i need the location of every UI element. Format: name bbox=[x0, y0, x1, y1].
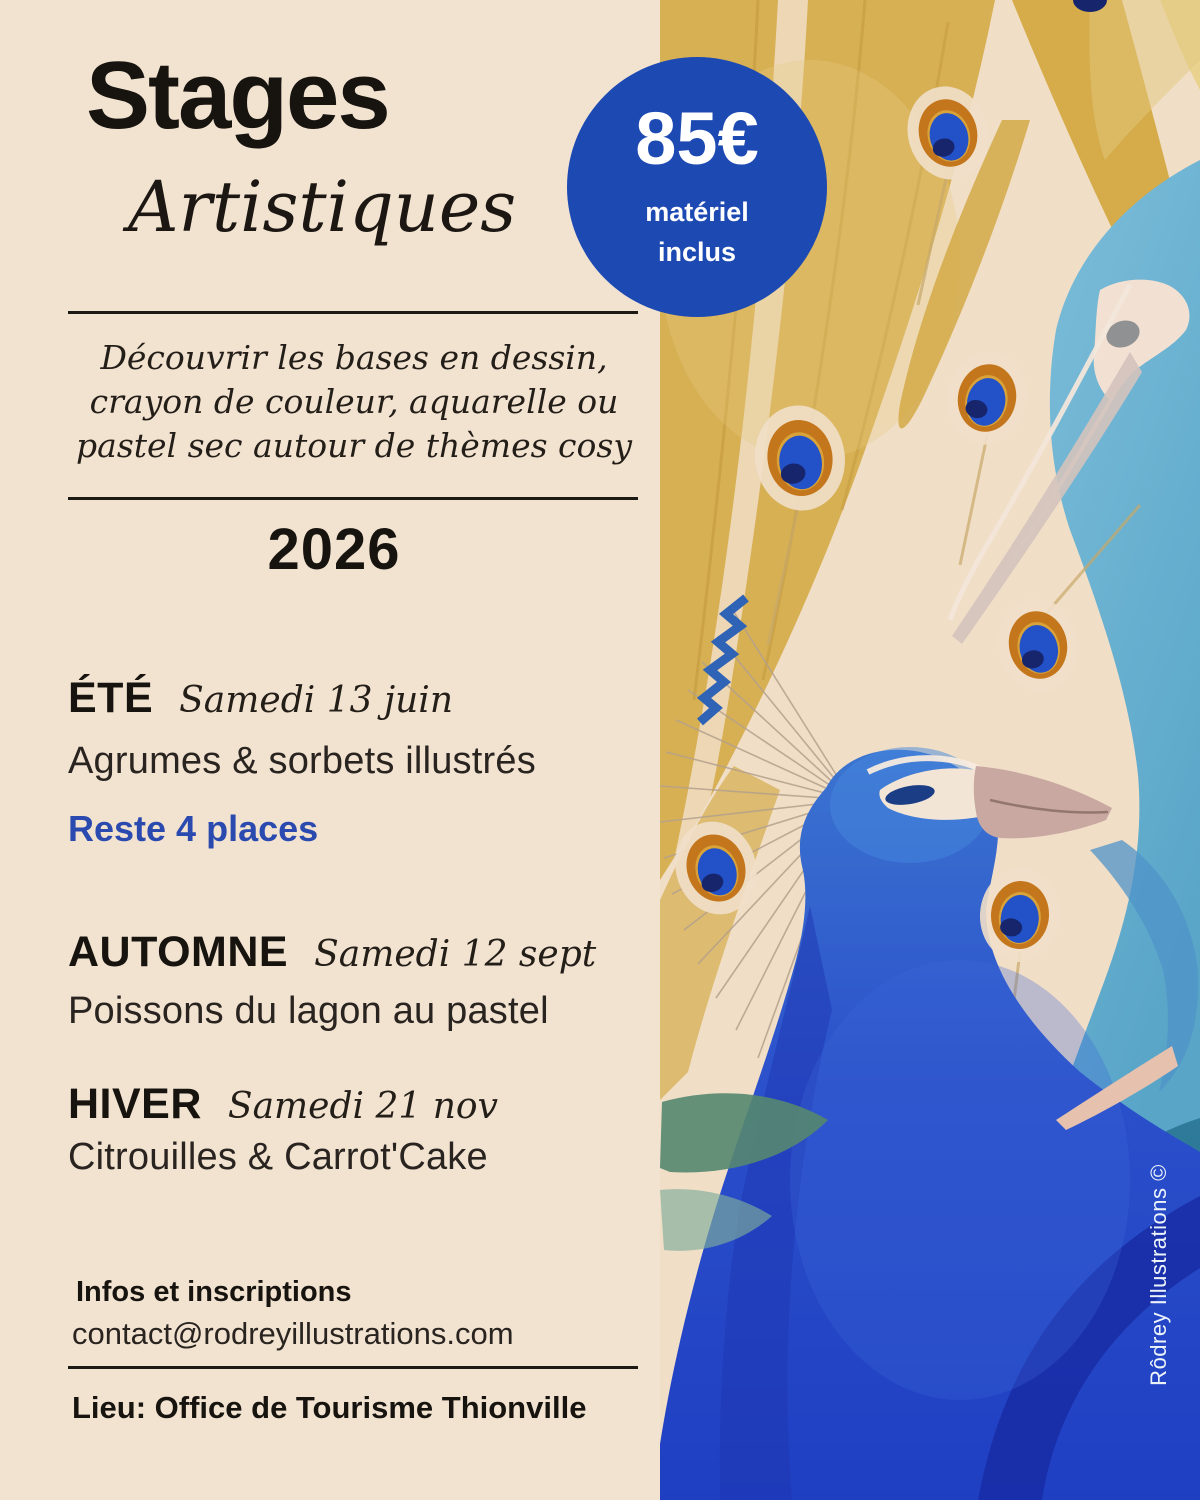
description-line2: crayon de couleur, aquarelle ou bbox=[89, 382, 619, 422]
year-label: 2026 bbox=[267, 517, 401, 582]
season-label-autumn: AUTOMNE bbox=[68, 928, 289, 976]
badge-note-line2: inclus bbox=[657, 237, 737, 267]
badge-note-line1: matériel bbox=[645, 196, 749, 227]
poster-title-line1: Stages bbox=[86, 42, 389, 149]
description-line1: Découvrir les bases en dessin, bbox=[100, 338, 608, 377]
session-winter bbox=[68, 1080, 498, 1129]
session-date-autumn: Samedi 12 sept bbox=[314, 934, 597, 975]
divider-footer bbox=[68, 1366, 638, 1369]
divider-top bbox=[68, 311, 638, 314]
session-date-winter: Samedi 21 nov bbox=[227, 1086, 498, 1127]
availability-badge: Reste 4 places bbox=[68, 808, 319, 849]
description-line3: pastel sec autour de thèmes cosy bbox=[76, 426, 632, 466]
session-summer bbox=[68, 674, 453, 723]
session-date-summer: Samedi 13 juin bbox=[179, 680, 454, 721]
session-autumn bbox=[68, 928, 596, 977]
price-label: 85€ bbox=[635, 96, 759, 180]
season-label-summer: ÉTÉ bbox=[68, 674, 154, 722]
poster-description bbox=[68, 336, 640, 469]
location-label: Lieu: Office de Tourisme Thionville bbox=[72, 1390, 587, 1425]
session-theme-winter: Citrouilles & Carrot'Cake bbox=[68, 1136, 488, 1178]
contact-heading: Infos et inscriptions bbox=[76, 1276, 352, 1308]
session-theme-summer: Agrumes & sorbets illustrés bbox=[68, 740, 536, 782]
session-theme-autumn: Poissons du lagon au pastel bbox=[68, 990, 549, 1032]
divider-bottom bbox=[68, 497, 638, 500]
artist-credit: Rôdrey Illustrations © bbox=[1146, 1164, 1171, 1386]
poster-title-line2: Artistiques bbox=[128, 166, 517, 248]
season-label-winter: HIVER bbox=[68, 1080, 202, 1128]
contact-email: contact@rodreyillustrations.com bbox=[72, 1316, 514, 1351]
price-badge bbox=[567, 57, 827, 317]
